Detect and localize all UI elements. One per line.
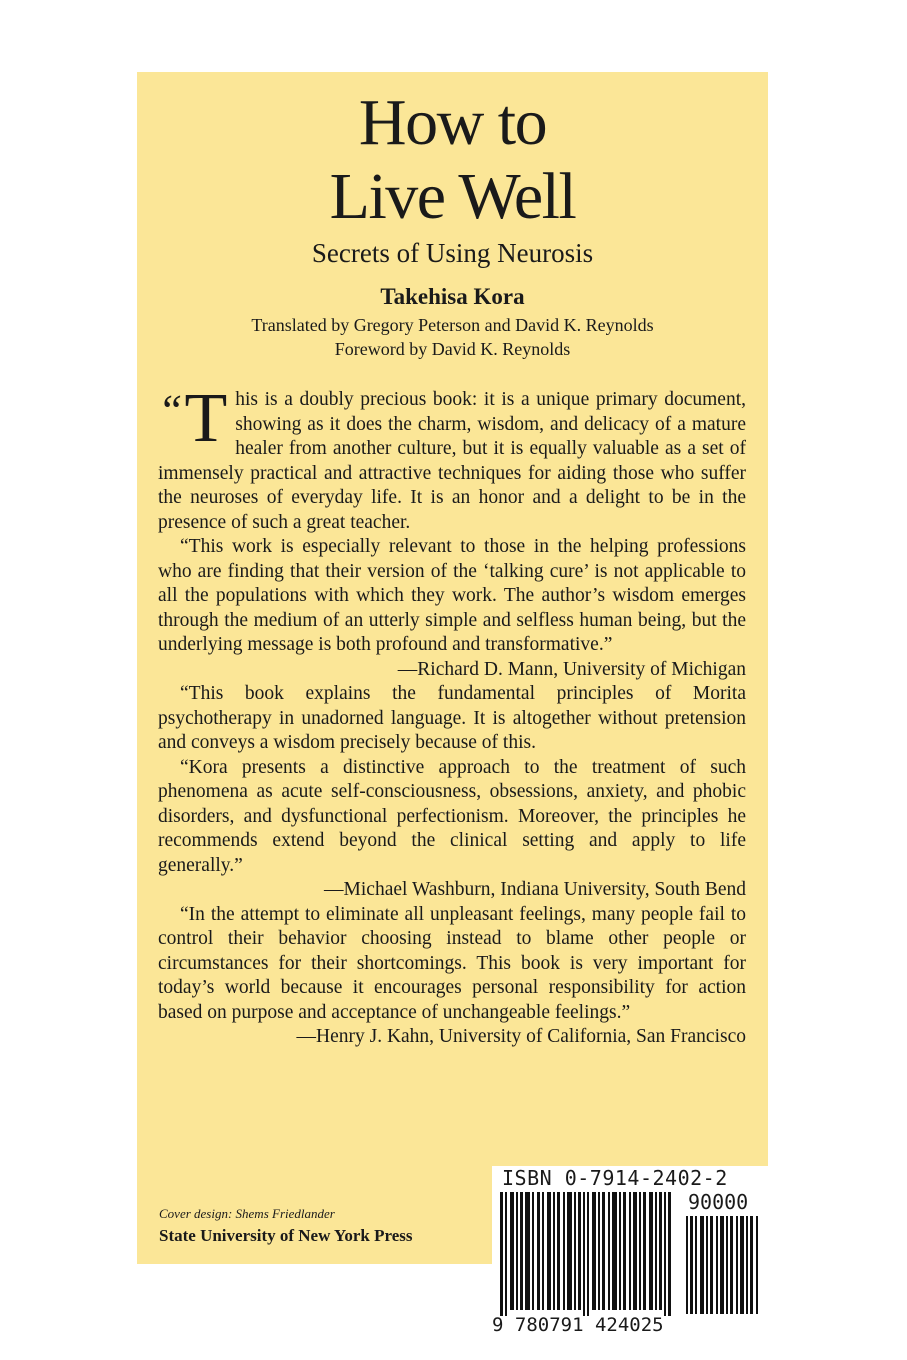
endorsement-5: “In the attempt to eliminate all unpleasant feelings, many people fail to control their behavior choosing instead to blame other people or circumstances for their shortcomings. This book is very important for today’s world because it encourages personal responsibility for action based on purpose and acceptance of unchangeable feelings.” (158, 903, 746, 1023)
endorsement-2: “This work is especially relevant to those in the helping professions who are finding that their version of the ‘talking cure’ is not applicable to all the populations with which they work. The author’s wisdom emerges through the medium of an utterly simple and selfless human being, but the underlying message is both profound and transformative.” (158, 536, 746, 655)
attribution-3: —Henry J. Kahn, University of California, San Francisco (296, 1026, 746, 1047)
attribution-2: —Michael Washburn, Indiana University, South Bend (324, 879, 746, 900)
barcode-panel (492, 1166, 768, 1341)
attribution-1: —Richard D. Mann, University of Michigan (397, 658, 746, 680)
book-title-line-1: How to (358, 86, 547, 159)
barcode-digits: 9 780791 424025 (492, 1314, 664, 1336)
cover-design-credit: Cover design: Shems Friedlander (159, 1206, 335, 1221)
endorsement-1-text: his is a doubly precious book: it is a unique primary document, showing as it does the charm, wisdom, and delicacy of a mature healer from another culture, but it is equally valuable as a set of immensely practical and attractive techniques for aiding those who suffer the neuroses of everyday life. It is an honor and a delight to be in the presence of such a great teacher. (158, 389, 746, 533)
endorsements (158, 380, 746, 1050)
endorsement-3: “This book explains the fundamental principles of Morita psychotherapy in unadorned language. It is altogether without pretension and conveys a wisdom precisely because of this. (158, 683, 746, 753)
endorsement-4: “Kora presents a distinctive approach to the treatment of such phenomena as acute self-consciousness, obsessions, anxiety, and phobic disorders, and dysfunctional perfectionism. Moreover, the principles he recommends extend beyond the clinical setting and apply to life generally.” (158, 756, 746, 876)
price-code: 90000 (688, 1190, 749, 1214)
drop-cap: T (184, 380, 228, 457)
publisher-name: State University of New York Press (159, 1226, 413, 1245)
endorsement-1 (158, 380, 746, 535)
book-title-line-2: Live Well (329, 160, 576, 233)
drop-quote-mark: “ (158, 386, 183, 435)
author-name: Takehisa Kora (380, 284, 525, 309)
book-subtitle: Secrets of Using Neurosis (311, 238, 594, 268)
isbn-text: ISBN 0-7914-2402-2 (502, 1166, 728, 1190)
foreword-credit: Foreword by David K. Reynolds (334, 339, 571, 359)
translator-credit: Translated by Gregory Peterson and David K. Reynolds (251, 315, 654, 335)
back-cover (137, 72, 768, 1264)
